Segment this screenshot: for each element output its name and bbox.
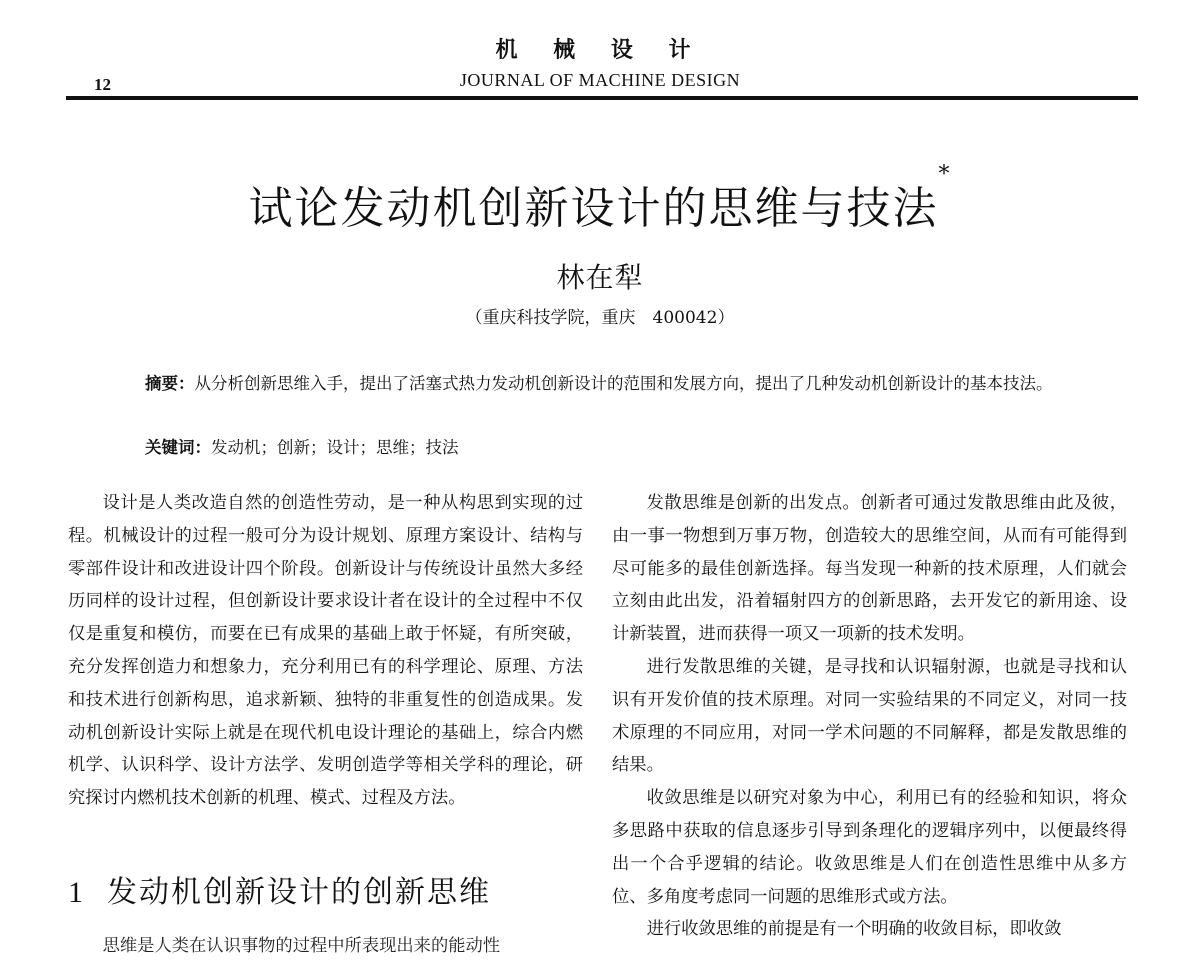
article-title: 试论发动机创新设计的思维与技法: [248, 183, 939, 234]
keywords-text: 发动机；创新；设计；思维；技法: [211, 438, 459, 457]
article-title-block: [0, 162, 1200, 236]
header-rule: [66, 96, 1138, 100]
abstract-label: 摘要：: [145, 374, 195, 393]
abstract-text: 从分析创新思维入手，提出了活塞式热力发动机创新设计的范围和发展方向，提出了几种发动机创新设计的基本技法。: [194, 374, 1053, 393]
keywords-label: 关键词：: [145, 438, 211, 457]
body-paragraph: 设计是人类改造自然的创造性劳动，是一种从构思到实现的过程。机械设计的过程一般可分为设计规划、原理方案设计、结构与零部件设计和改进设计四个阶段。创新设计与传统设计虽然大多经历同样的设计过程，但创新设计要求设计者在设计的全过程中不仅仅是重复和模仿，而要在已有成果的基础上敢于怀疑，有所突破，充分发挥创造力和想象力，充分利用已有的科学理论、原理、方法和技术进行创新构思，追求新颖、独特的非重复性的创造成果。发动机创新设计实际上就是在现代机电设计理论的基础上，综合内燃机学、认识科学、设计方法学、发明创造学等相关学科的理论，研究探讨内燃机技术创新的机理、模式、过程及方法。: [68, 493, 583, 809]
body-paragraph: 进行发散思维的关键，是寻找和认识辐射源，也就是寻找和认识有开发价值的技术原理。对同一实验结果的不同定义，对同一技术原理的不同应用，对同一学术问题的不同解释，都是发散思维的结果。: [612, 656, 1127, 776]
section-heading: [68, 867, 491, 911]
body-paragraph: 进行收敛思维的前提是有一个明确的收敛目标，即收敛: [646, 919, 1062, 940]
journal-title-cn: 机 械 设 计: [495, 38, 705, 63]
body-paragraph-partial: 思维是人类在认识事物的过程中所表现出来的能动性: [102, 936, 501, 956]
abstract: [107, 368, 1107, 400]
page-number: 12: [94, 75, 111, 94]
body-paragraph: 收敛思维是以研究对象为中心，利用已有的经验和知识，将众多思路中获取的信息逐步引导到条理化的逻辑序列中，以便最终得出一个合乎逻辑的结论。收敛思维是人们在创造性思维中从多方位、多角度考虑同一问题的思维形式或方法。: [612, 788, 1127, 907]
left-column: [68, 487, 583, 815]
keywords: [145, 432, 459, 464]
journal-title-en: JOURNAL OF MACHINE DESIGN: [459, 70, 741, 90]
title-footnote-mark: *: [938, 162, 952, 187]
body-paragraph: 发散思维是创新的出发点。创新者可通过发散思维由此及彼，由一事一物想到万事万物，创造较大的思维空间，从而有可能得到尽可能多的最佳创新选择。每当发现一种新的技术原理，人们就会立刻由此出发，沿着辐射四方的创新思路，去开发它的新用途、设计新装置，进而获得一项又一项新的技术发明。: [612, 493, 1127, 645]
author-name: 林在犁: [556, 261, 644, 294]
right-column: [612, 487, 1127, 946]
author-affiliation: （重庆科技学院，重庆 400042）: [465, 308, 735, 328]
section-number: 1: [68, 876, 85, 909]
section-title: 发动机创新设计的创新思维: [107, 875, 491, 910]
